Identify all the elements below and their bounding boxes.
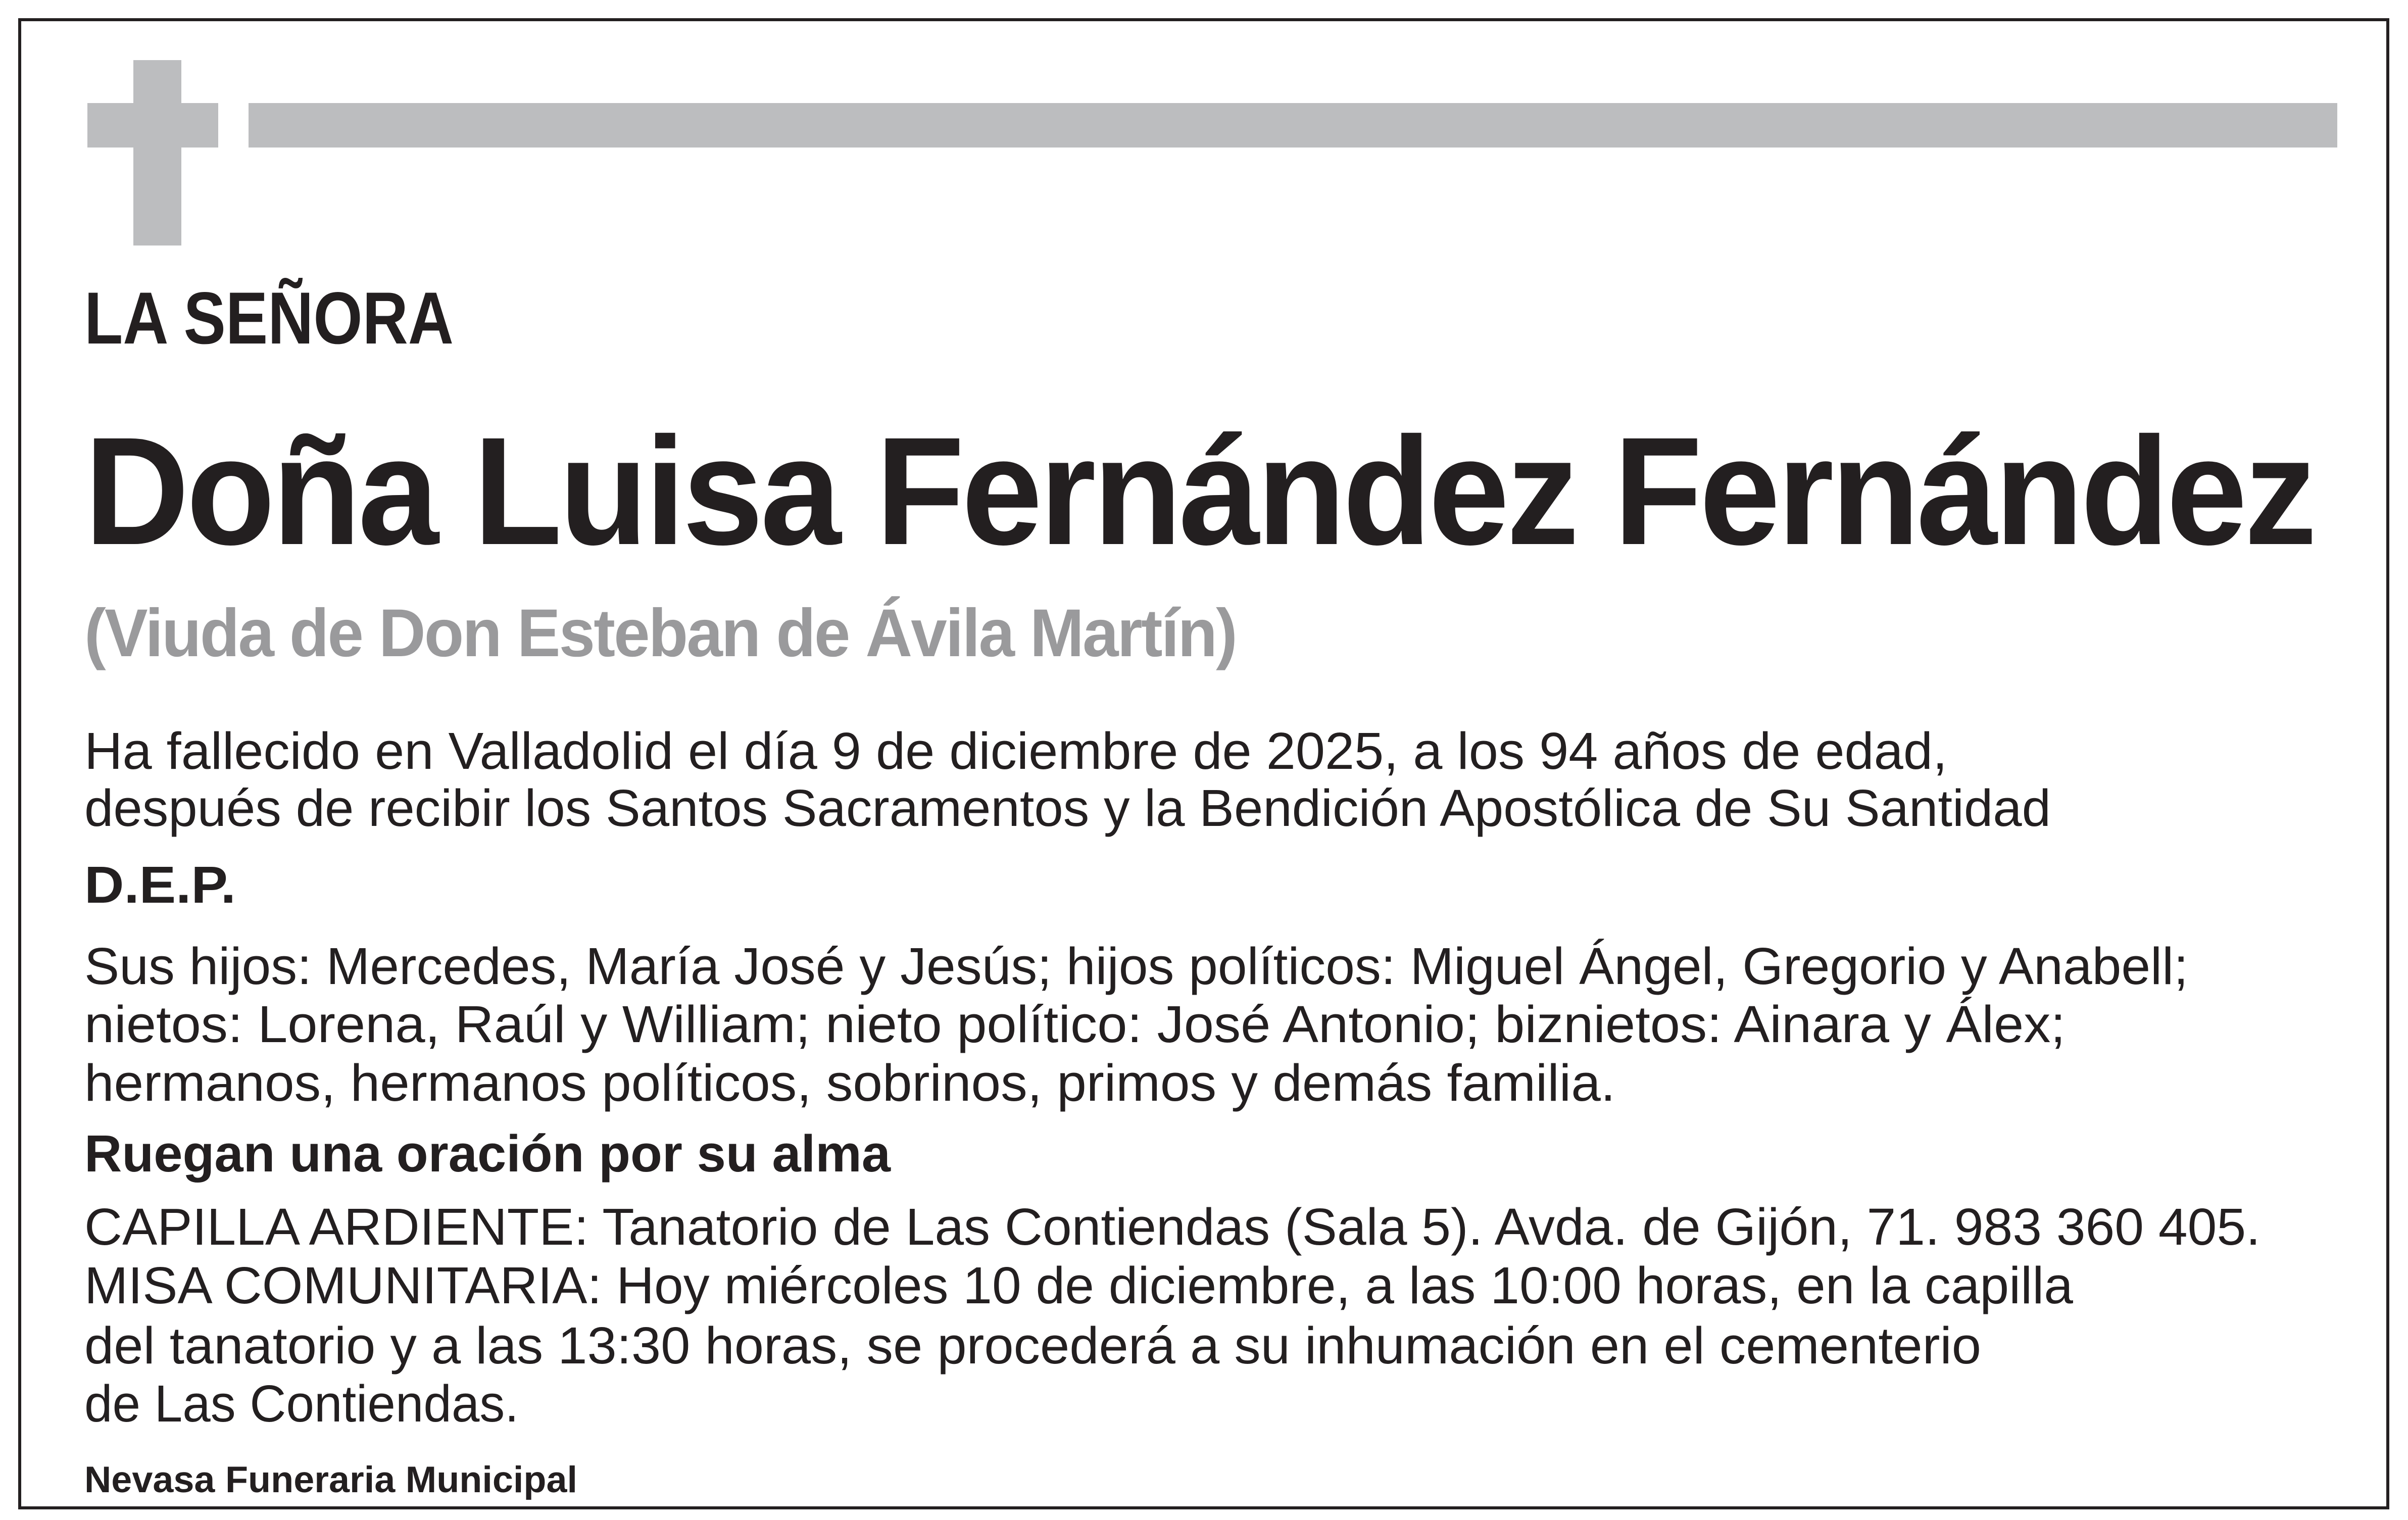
family-line: Sus hijos: Mercedes, María José y Jesús; hijos políticos: Miguel Ángel, Gregorio y Anabell; <box>84 937 2188 995</box>
funeral-home: Nevasa Funeraria Municipal <box>84 1459 577 1500</box>
prayer-request: Ruegan una oración por su alma <box>84 1124 891 1183</box>
deceased-subtitle: (Viuda de Don Esteban de Ávila Martín) <box>84 596 1236 671</box>
details-line: MISA COMUNITARIA: Hoy miércoles 10 de diciembre, a las 10:00 horas, en la capilla <box>84 1256 2073 1314</box>
announcement-line: después de recibir los Santos Sacramentos y la Bendición Apostólica de Su Santidad <box>84 779 2051 837</box>
salutation: LA SEÑORA <box>84 277 454 359</box>
dep-label: D.E.P. <box>84 856 236 914</box>
header-bar <box>249 103 2337 148</box>
announcement-line: Ha fallecido en Valladolid el día 9 de diciembre de 2025, a los 94 años de edad, <box>84 722 1947 780</box>
details-line: del tanatorio y a las 13:30 horas, se procederá a su inhumación en el cementerio <box>84 1316 1981 1375</box>
details-line: de Las Contiendas. <box>84 1375 519 1433</box>
family-line: nietos: Lorena, Raúl y William; nieto político: José Antonio; biznietos: Ainara y Álex; <box>84 995 2066 1053</box>
details-line: CAPILLA ARDIENTE: Tanatorio de Las Contiendas (Sala 5). Avda. de Gijón, 71. 983 360 405. <box>84 1198 2260 1256</box>
deceased-name: Doña Luisa Fernández Fernández <box>84 406 2314 577</box>
family-line: hermanos, hermanos políticos, sobrinos, primos y demás familia. <box>84 1054 1615 1112</box>
